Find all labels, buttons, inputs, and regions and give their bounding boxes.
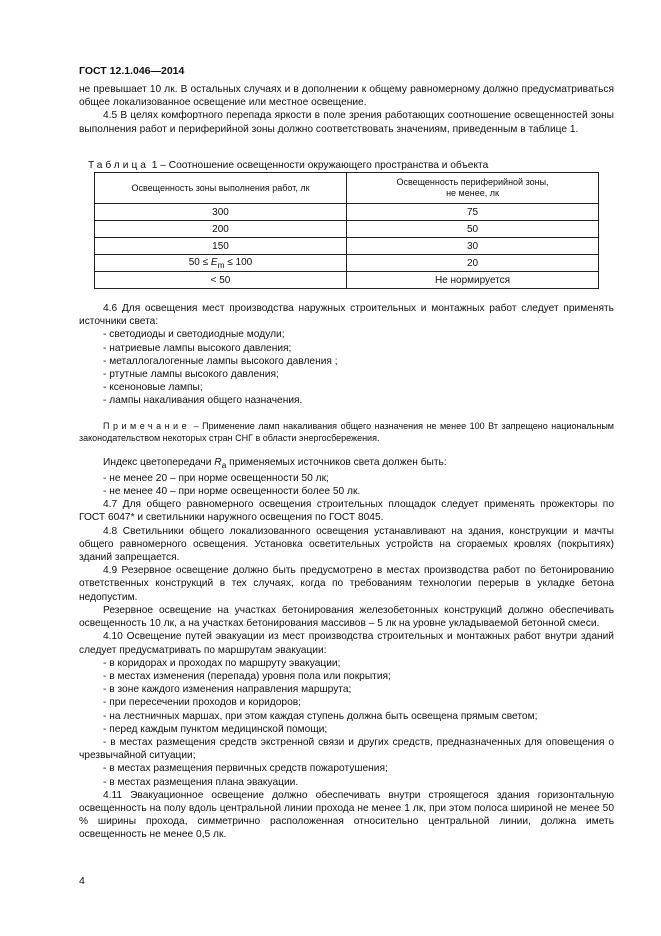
list-item: - в местах изменения (перепада) уровня пола или покрытия; xyxy=(103,670,391,682)
note xyxy=(79,420,614,444)
cell-periphery: 50 xyxy=(347,221,599,238)
cell-work-subscript: m xyxy=(217,259,225,270)
header-periphery xyxy=(347,173,599,204)
ra-subscript: a xyxy=(221,459,227,470)
paragraph-4-7: 4.7 Для общего равномерного освещения строительных площадок следует применять прожекторы по ГОСТ 6047* и светильники наружного освещения по ГОСТ 8045. xyxy=(79,499,614,524)
cell-periphery: Не нормируется xyxy=(347,272,599,289)
header-work-zone: Освещенность зоны выполнения работ, лк xyxy=(95,173,347,204)
paragraph-4-9: 4.9 Резервное освещение должно быть предусмотрено в местах производства работ по бетонированию ответственных конструкций в тех случаях, когда по требованиям технологии перерыв в укладке бетона недопустим. xyxy=(79,565,614,603)
list-item: - при пересечении проходов и коридоров; xyxy=(103,697,301,709)
table-row xyxy=(95,272,599,289)
cell-work-symbol: E xyxy=(210,256,218,268)
list-item: - металлогалогенные лампы высокого давления ; xyxy=(103,355,338,367)
paragraph-4-6: 4.6 Для освещения мест производства наружных строительных и монтажных работ следует применять источники света: xyxy=(79,303,614,328)
paragraph-ra-intro xyxy=(79,456,614,472)
list-item: - ксеноновые лампы; xyxy=(103,382,203,394)
cell-work-prefix: 50 ≤ xyxy=(188,256,211,268)
paragraph-4-11: 4.11 Эвакуационное освещение должно обеспечивать внутри строящегося здания горизонтальную освещенность на полу вдоль центральной линии прохода не менее 1 лк, при этом полоса шириной не менее 50 % ширины прохода, симметрично расположенная относительно центральной линии, должна иметь освещенность не менее 0,5 лк. xyxy=(79,789,614,841)
table-caption-text: 1 – Соотношение освещенности окружающего пространства и объекта xyxy=(148,160,489,171)
paragraph-4-5: 4.5 В целях комфортного перепада яркости в поле зрения работающих соотношение освещенностей зоны выполнения работ и периферийной зоны должно соответствовать значениям, приведенным в таблице 1. xyxy=(79,110,614,135)
cell-periphery: 75 xyxy=(347,204,599,221)
list-item: - в местах размещения первичных средств пожаротушения; xyxy=(103,763,388,775)
list-item: - ртутные лампы высокого давления; xyxy=(103,369,279,381)
list-item: - светодиоды и светодиодные модули; xyxy=(103,329,285,341)
paragraph-4-10: 4.10 Освещение путей эвакуации из мест производства строительных и монтажных работ внутри зданий следует предусматривать по маршрутам эвакуации: xyxy=(79,631,614,656)
table-header-row xyxy=(95,173,599,204)
cell-work: 150 xyxy=(95,238,347,255)
cell-work-suffix: ≤ 100 xyxy=(224,256,253,268)
list-item: - в местах размещения плана эвакуации. xyxy=(103,776,299,788)
illuminance-table xyxy=(94,172,599,289)
list-item: - в зоне каждого изменения направления маршрута; xyxy=(103,684,352,696)
table-row xyxy=(95,221,599,238)
list-item: - на лестничных маршах, при этом каждая ступень должна быть освещена прямым светом; xyxy=(103,710,538,722)
header-periphery-line2: не менее, лк xyxy=(446,188,499,198)
table-row xyxy=(95,238,599,255)
lower-text-block xyxy=(79,302,614,842)
continuation-paragraph: не превышает 10 лк. В остальных случаях и в дополнении к общему равномерному должно предусматриваться общее локализованное освещение или местное освещение. xyxy=(79,84,614,109)
list-item: - в местах размещения средств экстренной связи и других средств, предназначенных для оповещения о чрезвычайной ситуации; xyxy=(79,736,614,762)
paragraph-4-8: 4.8 Светильники общего локализованного освещения устанавливают на здания, конструкции и мачты общего равномерного освещения. Установка осветительных устройств на сгораемых кровлях (покрытиях) зданий запрещается. xyxy=(79,525,614,564)
page-number: 4 xyxy=(79,875,85,887)
cell-work: < 50 xyxy=(95,272,347,289)
table-caption-word: Таблица xyxy=(88,160,149,171)
paragraph-4-9-reserve: Резервное освещение на участках бетонирования железобетонных конструкций должно обеспечивать освещенность 10 лк, а на участках бетонирования массивов – 5 лк на уровне укладываемой бетонной смеси. xyxy=(79,604,614,630)
cell-work: 200 xyxy=(95,221,347,238)
header-periphery-line1: Освещенность периферийной зоны, xyxy=(396,177,549,187)
list-item: - натриевые лампы высокого давления; xyxy=(103,342,292,354)
table-row xyxy=(95,204,599,221)
list-item: - не менее 20 – при норме освещенности 50 лк; xyxy=(103,472,329,484)
cell-periphery: 30 xyxy=(347,238,599,255)
table-row xyxy=(95,255,599,272)
ra-symbol: R xyxy=(214,456,222,468)
list-item: - не менее 40 – при норме освещенности более 50 лк. xyxy=(103,486,361,498)
list-item: - в коридорах и проходах по маршруту эвакуации; xyxy=(103,657,341,669)
ra-intro-before: Индекс цветопередачи xyxy=(103,456,215,468)
ra-intro-after: применяемых источников света должен быть: xyxy=(226,456,447,468)
note-word: Примечание xyxy=(103,420,191,431)
table-caption xyxy=(88,160,488,171)
cell-work xyxy=(95,255,347,272)
document-header: ГОСТ 12.1.046—2014 xyxy=(79,65,185,77)
upper-text-block xyxy=(79,83,614,136)
cell-periphery: 20 xyxy=(347,255,599,272)
cell-work: 300 xyxy=(95,204,347,221)
note-text: – Применение ламп накаливания общего назначения не менее 100 Вт запрещено национальным законодательством некоторых стран СНГ в области энергосбережения. xyxy=(79,420,614,443)
list-item: - лампы накаливания общего назначения. xyxy=(103,395,303,407)
list-item: - перед каждым пунктом медицинской помощи; xyxy=(103,723,328,735)
